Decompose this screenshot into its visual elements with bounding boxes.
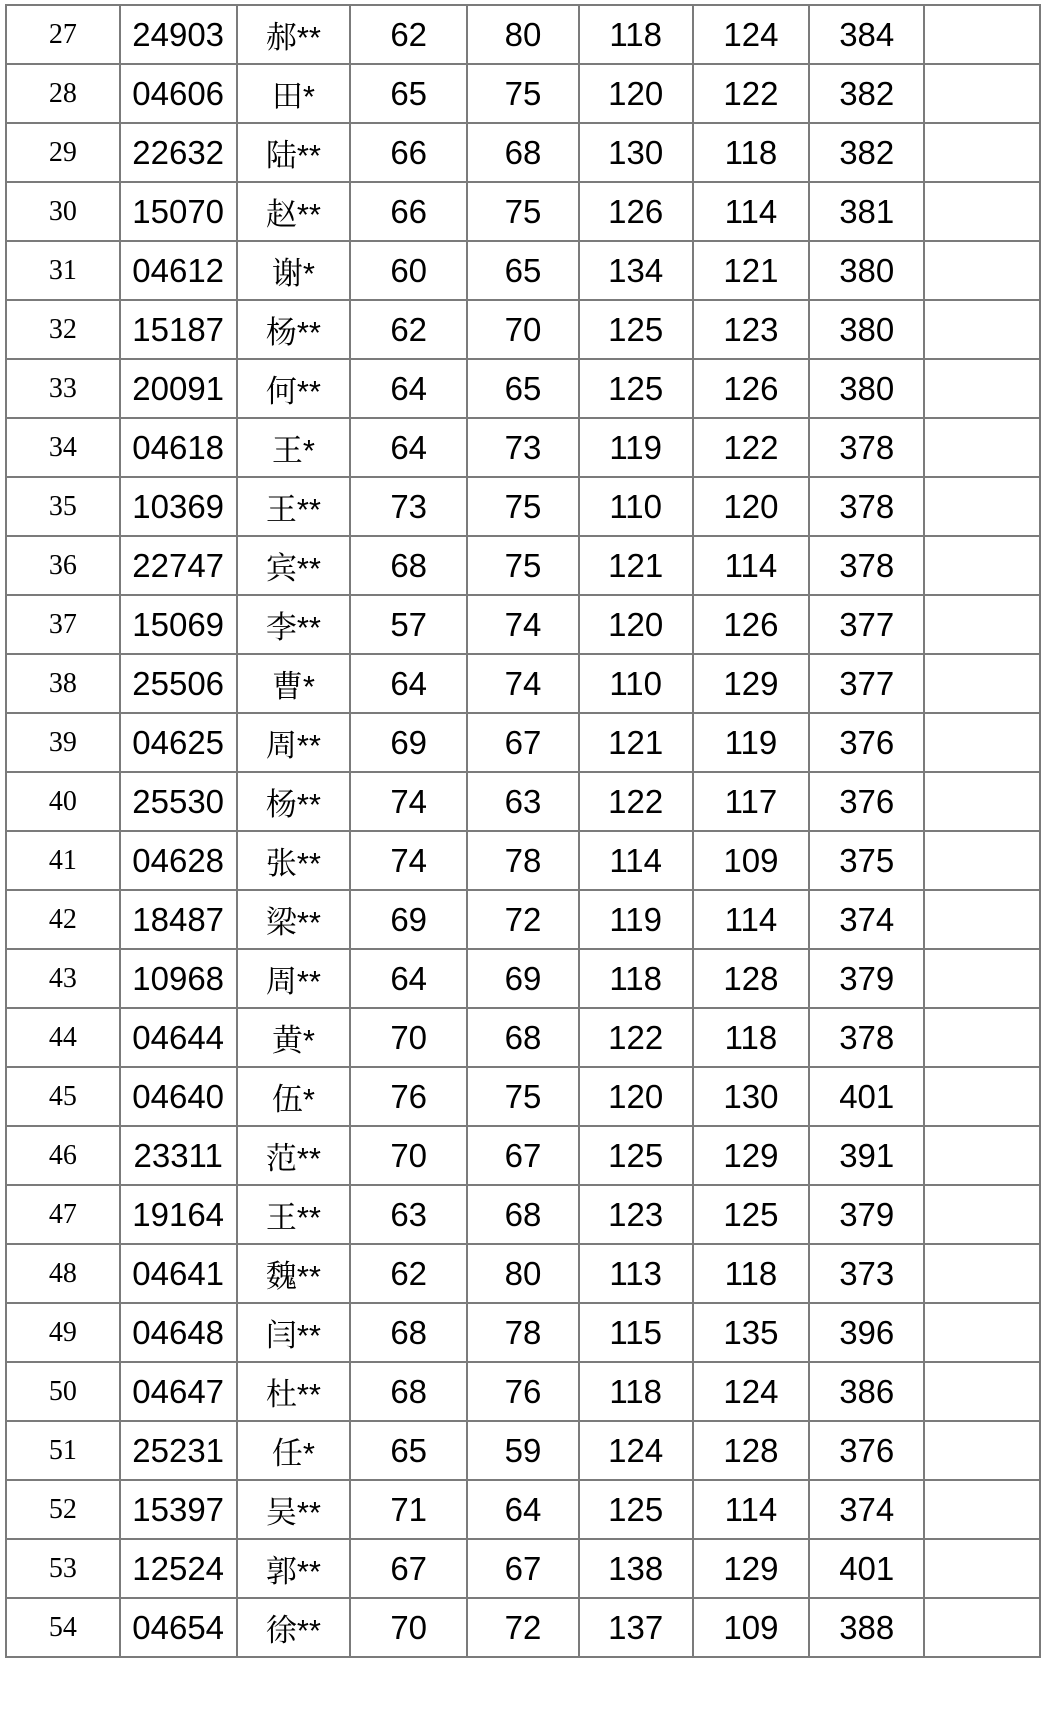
cell-score-2: 76 bbox=[467, 1362, 579, 1421]
cell-score-4: 114 bbox=[693, 890, 810, 949]
table-row bbox=[6, 772, 1040, 831]
cell-exam-id: 10369 bbox=[120, 477, 237, 536]
cell-rank: 42 bbox=[6, 890, 120, 949]
table-row bbox=[6, 1421, 1040, 1480]
cell-total: 401 bbox=[809, 1067, 924, 1126]
cell-blank bbox=[924, 1067, 1040, 1126]
table-row bbox=[6, 1362, 1040, 1421]
cell-rank: 38 bbox=[6, 654, 120, 713]
cell-rank: 33 bbox=[6, 359, 120, 418]
cell-blank bbox=[924, 772, 1040, 831]
table-row bbox=[6, 595, 1040, 654]
cell-score-3: 110 bbox=[579, 477, 693, 536]
cell-score-4: 122 bbox=[693, 418, 810, 477]
cell-score-1: 64 bbox=[350, 654, 467, 713]
cell-score-3: 125 bbox=[579, 1126, 693, 1185]
cell-blank bbox=[924, 654, 1040, 713]
cell-blank bbox=[924, 1303, 1040, 1362]
cell-masked-name: 赵** bbox=[237, 182, 351, 241]
cell-total: 379 bbox=[809, 1185, 924, 1244]
cell-score-1: 65 bbox=[350, 64, 467, 123]
cell-blank bbox=[924, 477, 1040, 536]
cell-score-4: 129 bbox=[693, 1126, 810, 1185]
cell-score-3: 119 bbox=[579, 418, 693, 477]
cell-masked-name: 田* bbox=[237, 64, 351, 123]
cell-score-4: 114 bbox=[693, 182, 810, 241]
cell-blank bbox=[924, 300, 1040, 359]
cell-score-1: 68 bbox=[350, 1362, 467, 1421]
cell-masked-name: 郝** bbox=[237, 5, 351, 64]
cell-blank bbox=[924, 1362, 1040, 1421]
table-row bbox=[6, 831, 1040, 890]
score-table bbox=[5, 4, 1041, 1658]
cell-score-3: 137 bbox=[579, 1598, 693, 1657]
table-row bbox=[6, 949, 1040, 1008]
cell-blank bbox=[924, 949, 1040, 1008]
cell-rank: 27 bbox=[6, 5, 120, 64]
cell-score-3: 123 bbox=[579, 1185, 693, 1244]
cell-score-1: 68 bbox=[350, 536, 467, 595]
cell-score-3: 120 bbox=[579, 595, 693, 654]
cell-masked-name: 徐** bbox=[237, 1598, 351, 1657]
cell-score-2: 74 bbox=[467, 654, 579, 713]
cell-blank bbox=[924, 241, 1040, 300]
cell-total: 376 bbox=[809, 772, 924, 831]
cell-score-1: 74 bbox=[350, 831, 467, 890]
table-row bbox=[6, 1067, 1040, 1126]
cell-score-2: 70 bbox=[467, 300, 579, 359]
cell-score-1: 64 bbox=[350, 418, 467, 477]
table-row bbox=[6, 64, 1040, 123]
cell-exam-id: 04618 bbox=[120, 418, 237, 477]
cell-score-3: 118 bbox=[579, 5, 693, 64]
cell-score-4: 126 bbox=[693, 595, 810, 654]
cell-masked-name: 伍* bbox=[237, 1067, 351, 1126]
table-row bbox=[6, 5, 1040, 64]
cell-total: 380 bbox=[809, 300, 924, 359]
cell-score-3: 125 bbox=[579, 1480, 693, 1539]
cell-rank: 41 bbox=[6, 831, 120, 890]
cell-total: 396 bbox=[809, 1303, 924, 1362]
cell-score-4: 126 bbox=[693, 359, 810, 418]
cell-masked-name: 梁** bbox=[237, 890, 351, 949]
cell-score-1: 70 bbox=[350, 1598, 467, 1657]
cell-rank: 34 bbox=[6, 418, 120, 477]
cell-total: 374 bbox=[809, 1480, 924, 1539]
cell-total: 381 bbox=[809, 182, 924, 241]
cell-score-3: 115 bbox=[579, 1303, 693, 1362]
cell-score-1: 76 bbox=[350, 1067, 467, 1126]
cell-score-3: 110 bbox=[579, 654, 693, 713]
cell-score-1: 66 bbox=[350, 182, 467, 241]
cell-score-3: 122 bbox=[579, 1008, 693, 1067]
cell-blank bbox=[924, 182, 1040, 241]
cell-exam-id: 19164 bbox=[120, 1185, 237, 1244]
cell-score-4: 135 bbox=[693, 1303, 810, 1362]
cell-score-2: 68 bbox=[467, 123, 579, 182]
cell-rank: 43 bbox=[6, 949, 120, 1008]
cell-score-4: 123 bbox=[693, 300, 810, 359]
table-row bbox=[6, 1480, 1040, 1539]
cell-exam-id: 04640 bbox=[120, 1067, 237, 1126]
cell-score-1: 62 bbox=[350, 300, 467, 359]
cell-score-1: 69 bbox=[350, 890, 467, 949]
cell-rank: 46 bbox=[6, 1126, 120, 1185]
cell-exam-id: 04612 bbox=[120, 241, 237, 300]
cell-blank bbox=[924, 1244, 1040, 1303]
cell-total: 380 bbox=[809, 241, 924, 300]
cell-exam-id: 15070 bbox=[120, 182, 237, 241]
cell-score-1: 57 bbox=[350, 595, 467, 654]
cell-total: 378 bbox=[809, 536, 924, 595]
cell-total: 373 bbox=[809, 1244, 924, 1303]
cell-total: 391 bbox=[809, 1126, 924, 1185]
cell-score-4: 124 bbox=[693, 1362, 810, 1421]
cell-total: 401 bbox=[809, 1539, 924, 1598]
cell-score-1: 66 bbox=[350, 123, 467, 182]
cell-exam-id: 23311 bbox=[120, 1126, 237, 1185]
cell-score-3: 121 bbox=[579, 713, 693, 772]
table-row bbox=[6, 182, 1040, 241]
cell-score-3: 119 bbox=[579, 890, 693, 949]
table-row bbox=[6, 359, 1040, 418]
cell-score-2: 72 bbox=[467, 890, 579, 949]
table-row bbox=[6, 654, 1040, 713]
table-row bbox=[6, 1126, 1040, 1185]
cell-score-4: 109 bbox=[693, 831, 810, 890]
table-row bbox=[6, 713, 1040, 772]
cell-score-1: 64 bbox=[350, 949, 467, 1008]
cell-total: 382 bbox=[809, 64, 924, 123]
cell-score-2: 65 bbox=[467, 241, 579, 300]
cell-score-4: 124 bbox=[693, 5, 810, 64]
cell-score-1: 62 bbox=[350, 5, 467, 64]
cell-total: 380 bbox=[809, 359, 924, 418]
cell-score-3: 126 bbox=[579, 182, 693, 241]
cell-score-2: 68 bbox=[467, 1185, 579, 1244]
cell-score-3: 130 bbox=[579, 123, 693, 182]
cell-blank bbox=[924, 418, 1040, 477]
cell-score-2: 73 bbox=[467, 418, 579, 477]
cell-exam-id: 04625 bbox=[120, 713, 237, 772]
cell-score-1: 70 bbox=[350, 1008, 467, 1067]
cell-rank: 28 bbox=[6, 64, 120, 123]
cell-score-3: 114 bbox=[579, 831, 693, 890]
cell-score-3: 134 bbox=[579, 241, 693, 300]
cell-total: 376 bbox=[809, 1421, 924, 1480]
cell-score-4: 109 bbox=[693, 1598, 810, 1657]
cell-blank bbox=[924, 1539, 1040, 1598]
cell-masked-name: 张** bbox=[237, 831, 351, 890]
cell-score-1: 63 bbox=[350, 1185, 467, 1244]
table-row bbox=[6, 418, 1040, 477]
cell-score-2: 65 bbox=[467, 359, 579, 418]
cell-masked-name: 陆** bbox=[237, 123, 351, 182]
cell-rank: 50 bbox=[6, 1362, 120, 1421]
cell-score-4: 119 bbox=[693, 713, 810, 772]
cell-exam-id: 10968 bbox=[120, 949, 237, 1008]
cell-rank: 49 bbox=[6, 1303, 120, 1362]
table-row bbox=[6, 1539, 1040, 1598]
cell-masked-name: 周** bbox=[237, 713, 351, 772]
cell-exam-id: 04606 bbox=[120, 64, 237, 123]
cell-masked-name: 王** bbox=[237, 1185, 351, 1244]
cell-score-1: 60 bbox=[350, 241, 467, 300]
table-row bbox=[6, 536, 1040, 595]
cell-blank bbox=[924, 1598, 1040, 1657]
cell-rank: 31 bbox=[6, 241, 120, 300]
cell-masked-name: 王* bbox=[237, 418, 351, 477]
cell-total: 378 bbox=[809, 477, 924, 536]
cell-score-3: 124 bbox=[579, 1421, 693, 1480]
cell-masked-name: 王** bbox=[237, 477, 351, 536]
cell-score-1: 67 bbox=[350, 1539, 467, 1598]
cell-score-2: 67 bbox=[467, 1126, 579, 1185]
cell-score-4: 120 bbox=[693, 477, 810, 536]
cell-rank: 47 bbox=[6, 1185, 120, 1244]
cell-exam-id: 25506 bbox=[120, 654, 237, 713]
cell-score-2: 75 bbox=[467, 477, 579, 536]
cell-rank: 29 bbox=[6, 123, 120, 182]
cell-rank: 51 bbox=[6, 1421, 120, 1480]
cell-score-2: 75 bbox=[467, 182, 579, 241]
cell-total: 384 bbox=[809, 5, 924, 64]
cell-masked-name: 郭** bbox=[237, 1539, 351, 1598]
cell-exam-id: 15397 bbox=[120, 1480, 237, 1539]
cell-exam-id: 04641 bbox=[120, 1244, 237, 1303]
cell-rank: 45 bbox=[6, 1067, 120, 1126]
cell-total: 378 bbox=[809, 418, 924, 477]
cell-score-2: 80 bbox=[467, 1244, 579, 1303]
cell-rank: 35 bbox=[6, 477, 120, 536]
cell-exam-id: 25231 bbox=[120, 1421, 237, 1480]
cell-score-4: 118 bbox=[693, 1008, 810, 1067]
cell-masked-name: 宾** bbox=[237, 536, 351, 595]
cell-rank: 30 bbox=[6, 182, 120, 241]
cell-blank bbox=[924, 713, 1040, 772]
cell-rank: 44 bbox=[6, 1008, 120, 1067]
cell-blank bbox=[924, 536, 1040, 595]
cell-blank bbox=[924, 64, 1040, 123]
cell-score-3: 121 bbox=[579, 536, 693, 595]
cell-score-4: 114 bbox=[693, 1480, 810, 1539]
cell-score-2: 68 bbox=[467, 1008, 579, 1067]
cell-rank: 32 bbox=[6, 300, 120, 359]
cell-total: 388 bbox=[809, 1598, 924, 1657]
cell-exam-id: 04647 bbox=[120, 1362, 237, 1421]
table-row bbox=[6, 1303, 1040, 1362]
cell-score-2: 75 bbox=[467, 1067, 579, 1126]
cell-rank: 53 bbox=[6, 1539, 120, 1598]
cell-total: 386 bbox=[809, 1362, 924, 1421]
cell-blank bbox=[924, 1185, 1040, 1244]
table-row bbox=[6, 300, 1040, 359]
cell-exam-id: 04648 bbox=[120, 1303, 237, 1362]
table-row bbox=[6, 123, 1040, 182]
cell-score-2: 63 bbox=[467, 772, 579, 831]
cell-score-1: 70 bbox=[350, 1126, 467, 1185]
cell-rank: 36 bbox=[6, 536, 120, 595]
cell-score-1: 69 bbox=[350, 713, 467, 772]
cell-exam-id: 04628 bbox=[120, 831, 237, 890]
cell-masked-name: 闫** bbox=[237, 1303, 351, 1362]
cell-blank bbox=[924, 1126, 1040, 1185]
table-row bbox=[6, 1185, 1040, 1244]
cell-rank: 48 bbox=[6, 1244, 120, 1303]
cell-score-2: 59 bbox=[467, 1421, 579, 1480]
cell-exam-id: 04654 bbox=[120, 1598, 237, 1657]
cell-masked-name: 杜** bbox=[237, 1362, 351, 1421]
cell-rank: 39 bbox=[6, 713, 120, 772]
cell-masked-name: 李** bbox=[237, 595, 351, 654]
cell-score-4: 114 bbox=[693, 536, 810, 595]
cell-score-4: 130 bbox=[693, 1067, 810, 1126]
cell-score-4: 125 bbox=[693, 1185, 810, 1244]
table-row bbox=[6, 1008, 1040, 1067]
cell-score-4: 128 bbox=[693, 1421, 810, 1480]
cell-rank: 40 bbox=[6, 772, 120, 831]
score-table-body bbox=[6, 5, 1040, 1657]
cell-exam-id: 15069 bbox=[120, 595, 237, 654]
cell-score-4: 129 bbox=[693, 654, 810, 713]
cell-blank bbox=[924, 1421, 1040, 1480]
cell-blank bbox=[924, 1480, 1040, 1539]
cell-exam-id: 20091 bbox=[120, 359, 237, 418]
cell-score-1: 74 bbox=[350, 772, 467, 831]
cell-score-1: 62 bbox=[350, 1244, 467, 1303]
cell-blank bbox=[924, 5, 1040, 64]
cell-masked-name: 范** bbox=[237, 1126, 351, 1185]
cell-score-2: 72 bbox=[467, 1598, 579, 1657]
cell-masked-name: 谢* bbox=[237, 241, 351, 300]
cell-total: 378 bbox=[809, 1008, 924, 1067]
cell-score-4: 128 bbox=[693, 949, 810, 1008]
cell-score-3: 122 bbox=[579, 772, 693, 831]
cell-score-2: 78 bbox=[467, 831, 579, 890]
cell-score-2: 74 bbox=[467, 595, 579, 654]
cell-blank bbox=[924, 1008, 1040, 1067]
cell-exam-id: 15187 bbox=[120, 300, 237, 359]
cell-exam-id: 12524 bbox=[120, 1539, 237, 1598]
cell-masked-name: 周** bbox=[237, 949, 351, 1008]
cell-score-3: 118 bbox=[579, 949, 693, 1008]
cell-exam-id: 24903 bbox=[120, 5, 237, 64]
cell-total: 376 bbox=[809, 713, 924, 772]
cell-score-2: 75 bbox=[467, 536, 579, 595]
cell-rank: 37 bbox=[6, 595, 120, 654]
cell-score-4: 118 bbox=[693, 1244, 810, 1303]
cell-score-2: 64 bbox=[467, 1480, 579, 1539]
cell-score-4: 121 bbox=[693, 241, 810, 300]
cell-blank bbox=[924, 595, 1040, 654]
cell-total: 375 bbox=[809, 831, 924, 890]
cell-masked-name: 任* bbox=[237, 1421, 351, 1480]
cell-score-1: 73 bbox=[350, 477, 467, 536]
cell-blank bbox=[924, 123, 1040, 182]
cell-score-3: 118 bbox=[579, 1362, 693, 1421]
table-row bbox=[6, 241, 1040, 300]
cell-masked-name: 曹* bbox=[237, 654, 351, 713]
cell-blank bbox=[924, 890, 1040, 949]
cell-score-1: 71 bbox=[350, 1480, 467, 1539]
cell-rank: 52 bbox=[6, 1480, 120, 1539]
cell-score-4: 122 bbox=[693, 64, 810, 123]
cell-score-1: 68 bbox=[350, 1303, 467, 1362]
cell-total: 379 bbox=[809, 949, 924, 1008]
cell-blank bbox=[924, 831, 1040, 890]
cell-total: 377 bbox=[809, 654, 924, 713]
cell-exam-id: 25530 bbox=[120, 772, 237, 831]
cell-exam-id: 22632 bbox=[120, 123, 237, 182]
cell-masked-name: 杨** bbox=[237, 772, 351, 831]
cell-masked-name: 吴** bbox=[237, 1480, 351, 1539]
table-row bbox=[6, 890, 1040, 949]
cell-score-2: 75 bbox=[467, 64, 579, 123]
cell-masked-name: 何** bbox=[237, 359, 351, 418]
table-row bbox=[6, 1244, 1040, 1303]
cell-blank bbox=[924, 359, 1040, 418]
cell-score-2: 67 bbox=[467, 713, 579, 772]
cell-exam-id: 22747 bbox=[120, 536, 237, 595]
cell-score-1: 64 bbox=[350, 359, 467, 418]
cell-total: 382 bbox=[809, 123, 924, 182]
cell-score-3: 125 bbox=[579, 300, 693, 359]
cell-score-4: 118 bbox=[693, 123, 810, 182]
table-row bbox=[6, 477, 1040, 536]
cell-score-3: 120 bbox=[579, 64, 693, 123]
cell-exam-id: 18487 bbox=[120, 890, 237, 949]
cell-score-4: 117 bbox=[693, 772, 810, 831]
cell-score-3: 120 bbox=[579, 1067, 693, 1126]
cell-score-1: 65 bbox=[350, 1421, 467, 1480]
cell-exam-id: 04644 bbox=[120, 1008, 237, 1067]
cell-total: 374 bbox=[809, 890, 924, 949]
table-row bbox=[6, 1598, 1040, 1657]
cell-score-2: 67 bbox=[467, 1539, 579, 1598]
cell-score-2: 78 bbox=[467, 1303, 579, 1362]
cell-masked-name: 魏** bbox=[237, 1244, 351, 1303]
cell-masked-name: 杨** bbox=[237, 300, 351, 359]
cell-total: 377 bbox=[809, 595, 924, 654]
cell-rank: 54 bbox=[6, 1598, 120, 1657]
score-table-page bbox=[0, 4, 1044, 1730]
cell-masked-name: 黄* bbox=[237, 1008, 351, 1067]
cell-score-3: 125 bbox=[579, 359, 693, 418]
cell-score-2: 80 bbox=[467, 5, 579, 64]
cell-score-4: 129 bbox=[693, 1539, 810, 1598]
cell-score-3: 113 bbox=[579, 1244, 693, 1303]
cell-score-2: 69 bbox=[467, 949, 579, 1008]
cell-score-3: 138 bbox=[579, 1539, 693, 1598]
